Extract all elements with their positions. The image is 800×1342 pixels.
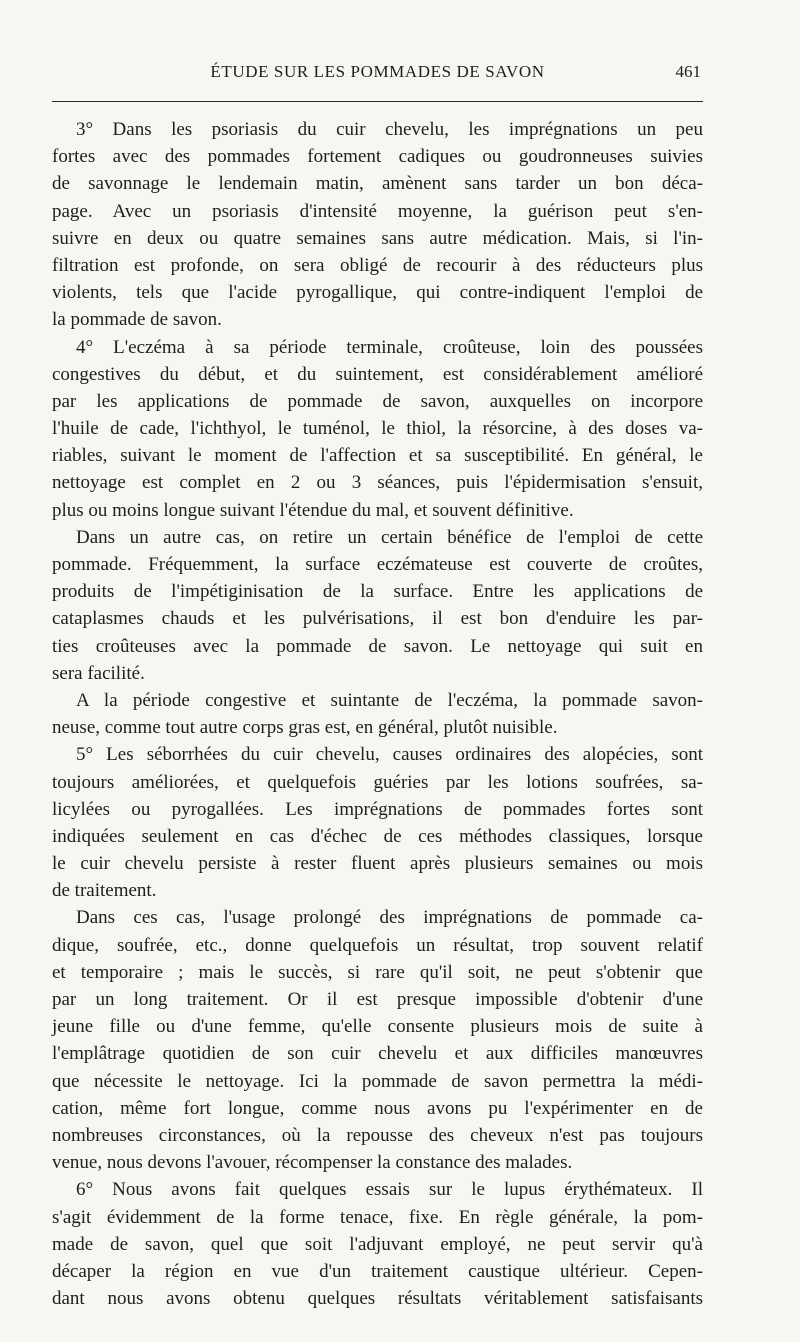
body-text [52, 116, 703, 1312]
text-line: par un long traitement. Or il est presque impossible d'obtenir d'une [52, 989, 703, 1010]
text-line: violents, tels que l'acide pyrogallique, qui contre-indiquent l'emploi de [52, 282, 703, 304]
text-line: fortes avec des pommades fortement cadiques ou goudronneuses suivies [52, 146, 703, 168]
text-line: suivre en deux ou quatre semaines sans autre médication. Mais, si l'in- [52, 227, 703, 249]
text-line: cataplasmes chauds et les pulvérisations, il est bon d'enduire les par- [52, 608, 703, 630]
text-line: riables, suivant le moment de l'affection et sa susceptibilité. En général, le [52, 445, 703, 467]
text-line: 4° L'eczéma à sa période terminale, croûteuse, loin des poussées [76, 336, 703, 358]
text-line: plus ou moins longue suivant l'étendue du mal, et souvent définitive. [52, 499, 574, 521]
text-line: A la période congestive et suintante de l'eczéma, la pommade savon- [76, 689, 703, 711]
text-line: décaper la région en vue d'un traitement caustique ultérieur. Cepen- [52, 1260, 703, 1282]
text-line: Dans ces cas, l'usage prolongé des imprégnations de pommade ca- [76, 907, 703, 929]
text-line: le cuir chevelu persiste à rester fluent après plusieurs semaines ou mois [52, 853, 703, 875]
text-line: l'huile de cade, l'ichthyol, le tuménol, le thiol, la résorcine, à des doses va- [52, 418, 703, 440]
text-line: venue, nous devons l'avouer, récompenser la constance des malades. [52, 1152, 573, 1174]
text-line: nombreuses circonstances, où la repousse des cheveux n'est pas toujours [52, 1124, 703, 1146]
text-line: de savonnage le lendemain matin, amènent sans tarder un bon déca- [52, 173, 703, 195]
running-title: ÉTUDE SUR LES POMMADES DE SAVON [210, 62, 545, 81]
text-line: page. Avec un psoriasis d'intensité moyenne, la guérison peut s'en- [52, 200, 703, 222]
text-line: que nécessite le nettoyage. Ici la pommade de savon permettra la médi- [52, 1070, 703, 1092]
text-line: cation, même fort longue, comme nous avons pu l'expérimenter en de [52, 1097, 703, 1119]
text-line: ties croûteuses avec la pommade de savon. Le nettoyage qui suit en [52, 635, 703, 657]
text-line: 6° Nous avons fait quelques essais sur le lupus érythémateux. Il [76, 1179, 703, 1201]
running-head [52, 62, 703, 88]
text-line: pommade. Fréquemment, la surface eczémateuse est couverte de croûtes, [52, 554, 703, 575]
text-line: licylées ou pyrogallées. Les imprégnations de pommades fortes sont [52, 798, 703, 820]
text-line: s'agit évidemment de la forme tenace, fixe. En règle générale, la pom- [52, 1206, 703, 1228]
text-line: made de savon, quel que soit l'adjuvant employé, ne peut servir qu'à [52, 1233, 703, 1255]
text-line: congestives du début, et du suintement, est considérablement amélioré [52, 363, 703, 385]
text-line: dant nous avons obtenu quelques résultats véritablement satisfaisants [52, 1288, 703, 1310]
text-line: 5° Les séborrhées du cuir chevelu, causes ordinaires des alopécies, sont [76, 744, 703, 766]
text-line: par les applications de pommade de savon, auxquelles on incorpore [52, 390, 703, 412]
text-line: 3° Dans les psoriasis du cuir chevelu, les imprégnations un peu [76, 119, 703, 140]
text-line: la pommade de savon. [52, 309, 222, 331]
text-line: dique, soufrée, etc., donne quelquefois un résultat, trop souvent relatif [52, 934, 703, 956]
text-line: filtration est profonde, on sera obligé de recourir à des réducteurs plus [52, 254, 703, 276]
page-number: 461 [675, 62, 701, 81]
text-line: l'emplâtrage quotidien de son cuir chevelu et aux difficiles manœuvres [52, 1043, 703, 1065]
text-line: et temporaire ; mais le succès, si rare qu'il soit, ne peut s'obtenir que [52, 961, 703, 983]
text-line: de traitement. [52, 880, 157, 902]
text-line: produits de l'impétiginisation de la surface. Entre les applications de [52, 581, 703, 603]
text-line: toujours améliorées, et quelquefois guéries par les lotions soufrées, sa- [52, 771, 703, 793]
text-line: sera facilité. [52, 662, 145, 684]
header-rule [52, 101, 703, 102]
text-line: Dans un autre cas, on retire un certain bénéfice de l'emploi de cette [76, 526, 703, 548]
text-line: neuse, comme tout autre corps gras est, en général, plutôt nuisible. [52, 717, 558, 739]
text-line: jeune fille ou d'une femme, qu'elle consente plusieurs mois de suite à [52, 1016, 703, 1038]
text-line: indiquées seulement en cas d'échec de ces méthodes classiques, lorsque [52, 825, 703, 847]
text-line: nettoyage est complet en 2 ou 3 séances, puis l'épidermisation s'ensuit, [52, 472, 703, 494]
